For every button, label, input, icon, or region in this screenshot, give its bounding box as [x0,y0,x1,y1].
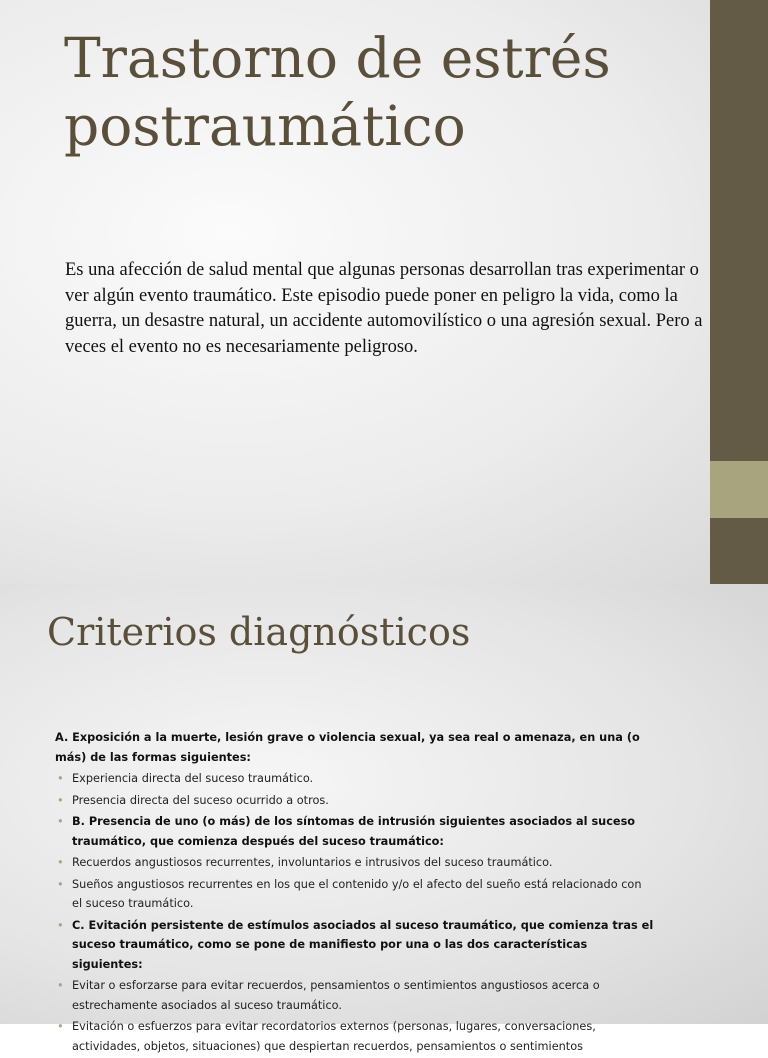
slide-1-title: Trastorno de estrés postraumático [64,26,611,158]
criteria-heading-b: • B. Presencia de uno (o más) de los síntomas de intrusión siguientes asociados al suceso traumático, que comienza después del suceso traumático: [55,812,655,851]
criteria-bullet: • Experiencia directa del suceso traumático. [55,769,655,789]
criteria-bullet: • Evitación o esfuerzos para evitar recordatorios externos (personas, lugares, conversaciones, actividades, objetos, situaciones) que despiertan recuerdos, pensamientos o sentimientos [55,1017,655,1056]
slide-2-title: Criterios diagnósticos [47,610,471,654]
criteria-heading-c: • C. Evitación persistente de estímulos asociados al suceso traumático, que comienza tras el suceso traumático, como se pone de manifiesto por una o las dos características siguientes: [55,916,655,975]
slide-2 [0,584,768,1053]
criteria-bullet: • Presencia directa del suceso ocurrido a otros. [55,791,655,811]
criteria-list [55,728,655,1058]
criteria-bullet: • Recuerdos angustiosos recurrentes, involuntarios e intrusivos del suceso traumático. [55,853,655,873]
slide-side-accent [710,461,768,518]
criteria-bullet: • Sueños angustiosos recurrentes en los que el contenido y/o el afecto del sueño está relacionado con el suceso traumático. [55,875,655,914]
criteria-bullet: • Evitar o esforzarse para evitar recuerdos, pensamientos o sentimientos angustiosos acerca o estrechamente asociados al suceso traumático. [55,976,655,1015]
criteria-heading-a: A. Exposición a la muerte, lesión grave o violencia sexual, ya sea real o amenaza, en una (o más) de las formas siguientes: [55,731,640,764]
slide-1-body: Es una afección de salud mental que algunas personas desarrollan tras experimentar o ver algún evento traumático. Este episodio puede poner en peligro la vida, como la guerra, un desastre natural, un accidente automovilístico o una agresión sexual. Pero a veces el evento no es necesariamente peligroso. [65,260,703,357]
